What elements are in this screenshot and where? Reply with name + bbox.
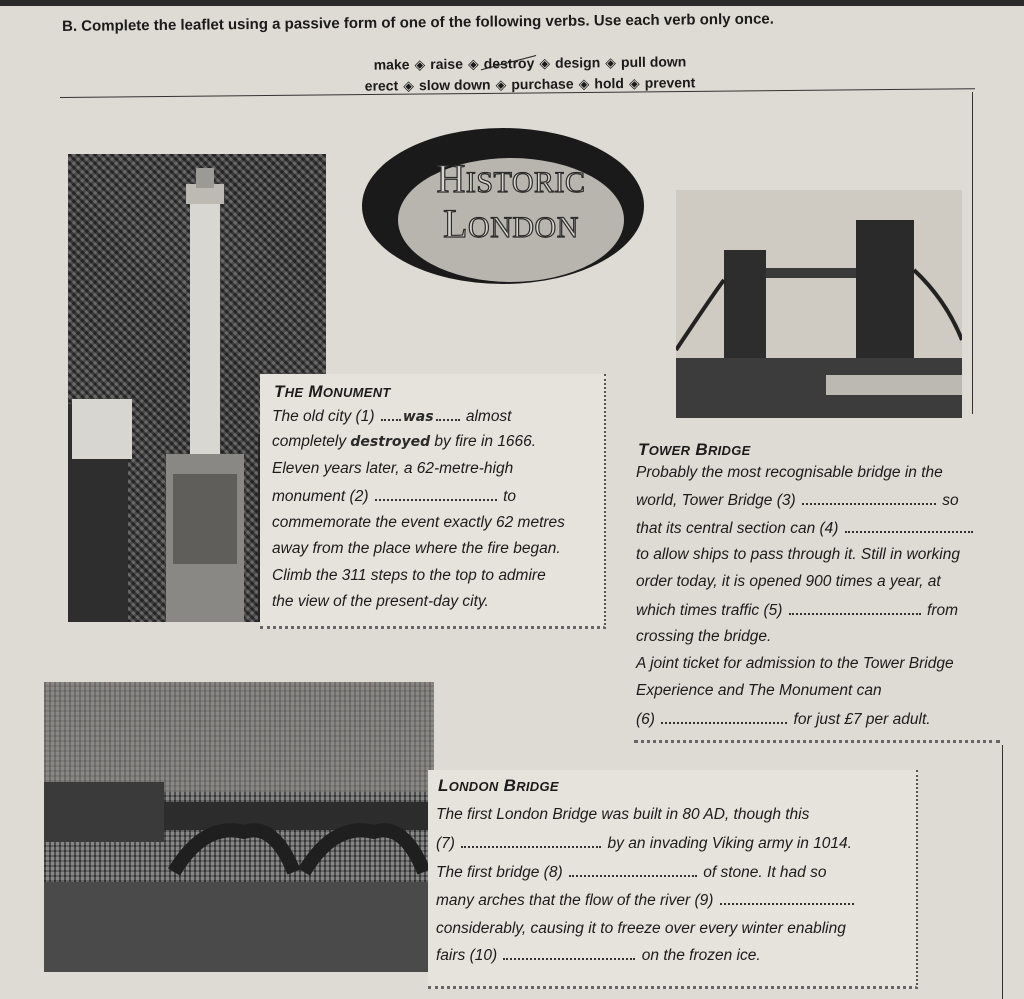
monument-line-2: completely destroyed by fire in 1666.: [272, 433, 537, 450]
tower-line-7: crossing the bridge.: [636, 628, 772, 645]
tower-line-9: Experience and The Monument can: [636, 682, 882, 699]
verb-item: prevent: [644, 74, 696, 91]
answer-1: was: [402, 409, 434, 425]
verb-item: erect: [364, 77, 399, 94]
bullet-icon: ◈: [578, 75, 590, 92]
verb-item: hold: [594, 75, 624, 92]
tower-bridge-heading: TOWER BRIDGE: [638, 440, 751, 459]
bullet-icon: ◈: [414, 56, 426, 73]
leaflet-border-right-lower: [1002, 745, 1003, 999]
blank-5: [789, 601, 921, 615]
tower-line-6: which times traffic (5) from: [636, 602, 959, 619]
verb-item: make: [373, 56, 410, 73]
section-divider: [634, 740, 1000, 743]
verb-item: purchase: [511, 75, 574, 93]
monument-text-box: [260, 374, 606, 629]
monument-line-7: Climb the 311 steps to the top to admire: [272, 567, 546, 584]
monument-line-8: the view of the present-day city.: [272, 593, 489, 610]
tower-line-3: that its central section can (4): [636, 519, 975, 538]
london-bridge-photo: [44, 682, 434, 972]
logo-title: [398, 158, 624, 248]
london-line-3: The first bridge (8) of stone. It had so: [436, 864, 827, 881]
blank-2: [375, 487, 497, 501]
blank-10: [503, 946, 635, 960]
tower-line-2: world, Tower Bridge (3) so: [636, 492, 959, 509]
tower-line-10: (6) for just £7 per adult.: [636, 711, 931, 728]
verb-list-row-1: [270, 52, 790, 74]
london-line-4: many arches that the flow of the river (9): [436, 891, 856, 910]
monument-line-1: The old city (1) was almost: [272, 408, 512, 425]
verb-item-crossed-out: destroy: [483, 54, 535, 72]
logo-line-2: LONDON: [443, 201, 579, 246]
verb-item: pull down: [620, 53, 687, 71]
london-line-1: The first London Bridge was built in 80 AD, though this: [436, 806, 810, 823]
tower-bridge-photo: [676, 190, 962, 418]
bullet-icon: ◈: [605, 54, 617, 71]
leaflet-border-right: [972, 92, 973, 414]
bullet-icon: ◈: [403, 77, 415, 94]
blank-9: [720, 891, 854, 905]
verb-item: design: [555, 54, 601, 71]
london-bridge-text-box: [428, 770, 918, 989]
monument-heading: THE MONUMENT: [274, 382, 391, 401]
bullet-icon: ◈: [467, 55, 479, 72]
blank-7: [461, 834, 601, 848]
london-line-6: fairs (10) on the frozen ice.: [436, 947, 761, 964]
tower-line-5: order today, it is opened 900 times a year, at: [636, 573, 941, 590]
blank-3: [802, 491, 936, 505]
london-line-5: considerably, causing it to freeze over every winter enabling: [436, 920, 846, 937]
bullet-icon: ◈: [628, 74, 640, 91]
verb-item: slow down: [418, 76, 491, 94]
blank-4: [845, 519, 973, 533]
logo-line-1: HISTORIC: [436, 156, 586, 201]
answer-2: destroyed: [350, 434, 431, 450]
exercise-instruction: B. Complete the leaflet using a passive form of one of the following verbs. Use each verb only once.: [62, 10, 774, 35]
top-edge: [0, 0, 1024, 6]
london-bridge-heading: LONDON BRIDGE: [438, 776, 559, 795]
bullet-icon: ◈: [539, 54, 551, 71]
bullet-icon: ◈: [495, 76, 507, 93]
monument-line-4: monument (2) to: [272, 488, 517, 505]
tower-line-4: to allow ships to pass through it. Still in working: [636, 546, 960, 563]
monument-line-3: Eleven years later, a 62-metre-high: [272, 460, 514, 477]
monument-line-5: commemorate the event exactly 62 metres: [272, 514, 565, 531]
tower-line-8: A joint ticket for admission to the Tower Bridge: [636, 655, 954, 672]
blank-8: [569, 863, 697, 877]
london-line-2: (7) by an invading Viking army in 1014.: [436, 835, 852, 852]
monument-line-6: away from the place where the fire began.: [272, 540, 561, 557]
blank-6: [661, 710, 787, 724]
verb-item: raise: [430, 55, 464, 73]
tower-line-1: Probably the most recognisable bridge in the: [636, 464, 943, 481]
